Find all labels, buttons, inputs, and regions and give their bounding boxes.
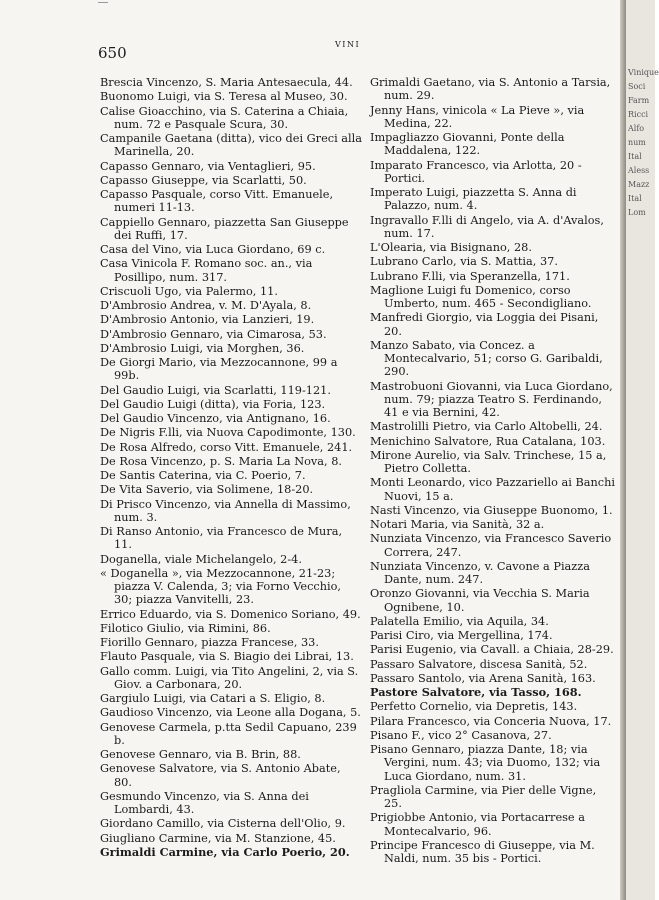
directory-entry: Grimaldi Gaetano, via S. Antonio a Tarsia, num. 29.: [370, 76, 611, 103]
directory-entry: Impagliazzo Giovanni, Ponte della Maddalena, 122.: [370, 131, 565, 158]
directory-entry: Menichino Salvatore, Rua Catalana, 103.: [370, 434, 606, 448]
directory-entry: Giugliano Carmine, via M. Stanzione, 45.: [100, 831, 336, 845]
directory-entry: « Doganella », via Mezzocannone, 21-23; piazza V. Calenda, 3; via Forno Vecchio, 30; piazza Vanvitelli, 23.: [100, 566, 342, 607]
fragment-text: Ital: [628, 194, 642, 203]
directory-entry: Buonomo Luigi, via S. Teresa al Museo, 30.: [100, 90, 348, 104]
directory-entry: Pisano Gennaro, piazza Dante, 18; via Vergini, num. 43; via Duomo, 132; via Luca Giordano, num. 31.: [370, 743, 601, 783]
directory-entry: D'Ambrosio Antonio, via Lanzieri, 19.: [100, 313, 315, 327]
directory-entry: Genovese Carmela, p.tta Sedil Capuano, 239 b.: [100, 720, 357, 747]
directory-entry: Monti Leonardo, vico Pazzariello ai Banchi Nuovi, 15 a.: [370, 476, 615, 503]
fragment-text: num: [628, 138, 646, 147]
directory-entry: Grimaldi Carmine, via Carlo Poerio, 20.: [100, 844, 350, 859]
directory-entry: Del Gaudio Luigi, via Scarlatti, 119-121.: [100, 383, 331, 397]
directory-entry: Criscuoli Ugo, via Palermo, 11.: [100, 284, 278, 298]
directory-entry: Lubrano F.lli, via Speranzella, 171.: [370, 269, 570, 283]
directory-entry: Giordano Camillo, via Cisterna dell'Olio, 9.: [100, 817, 346, 831]
directory-entry: De Rosa Alfredo, corso Vitt. Emanuele, 241.: [100, 440, 353, 454]
directory-entry: Oronzo Giovanni, via Vecchia S. Maria Ognibene, 10.: [370, 587, 590, 614]
directory-entry: Filotico Giulio, via Rimini, 86.: [100, 621, 271, 635]
directory-entry: Nunziata Vincenzo, v. Cavone a Piazza Dante, num. 247.: [370, 559, 590, 586]
directory-entry: Prigiobbe Antonio, via Portacarrese a Montecalvario, 96.: [370, 811, 585, 838]
fragment-text: Alfo: [628, 124, 645, 133]
directory-entry: Imparato Francesco, via Arlotta, 20 - Portici.: [370, 158, 582, 185]
directory-entry: Mastrolilli Pietro, via Carlo Altobelli, 24.: [370, 420, 603, 434]
directory-entry: Capasso Pasquale, corso Vitt. Emanuele, numeri 11-13.: [100, 188, 334, 215]
directory-entry: Fiorillo Gennaro, piazza Francese, 33.: [100, 636, 319, 649]
directory-entry: Manzo Sabato, via Concez. a Montecalvario, 51; corso G. Garibaldi, 290.: [370, 338, 603, 379]
directory-entry: Jenny Hans, vinicola « La Pieve », via Medina, 22.: [370, 103, 585, 130]
directory-entry: Mirone Aurelio, via Salv. Trinchese, 15 a, Pietro Colletta.: [370, 448, 607, 475]
directory-entry: De Nigris F.lli, via Nuova Capodimonte, 130.: [100, 426, 356, 440]
directory-entry: Flauto Pasquale, via S. Biagio dei Librai, 13.: [100, 650, 354, 664]
directory-entry: D'Ambrosio Gennaro, via Cimarosa, 53.: [100, 327, 327, 341]
fragment-text: Ital: [628, 152, 642, 161]
directory-entry: De Vita Saverio, via Solimene, 18-20.: [100, 483, 314, 497]
fragment-text: Lom: [628, 208, 646, 217]
directory-entry: Casa Vinicola F. Romano soc. an., via Posillipo, num. 317.: [100, 257, 313, 284]
directory-entry: Parisi Eugenio, via Cavall. a Chiaia, 28-29.: [370, 643, 614, 657]
directory-entry: Perfetto Cornelio, via Depretis, 143.: [370, 700, 578, 714]
directory-entry: Ingravallo F.lli di Angelo, via A. d'Avalos, num. 17.: [370, 213, 604, 240]
directory-entry: Pastore Salvatore, via Tasso, 168.: [370, 685, 582, 699]
directory-entry: Capasso Giuseppe, via Scarlatti, 50.: [100, 173, 307, 187]
directory-entry: Nasti Vincenzo, via Giuseppe Buonomo, 1.: [370, 503, 613, 517]
directory-entry: Del Gaudio Luigi (ditta), via Foria, 123.: [100, 397, 326, 411]
directory-entry: Del Gaudio Vincenzo, via Antignano, 16.: [100, 412, 331, 425]
directory-entry: Principe Francesco di Giuseppe, via M. Naldi, num. 35 bis - Portici.: [370, 838, 595, 865]
directory-entry: Parisi Ciro, via Mergellina, 174.: [370, 629, 553, 642]
page-corner-mark: [98, 2, 108, 13]
fragment-text: Ricci: [628, 110, 649, 119]
directory-entry: Gallo comm. Luigi, via Tito Angelini, 2, via S. Giov. a Carbonara, 20.: [100, 664, 359, 691]
directory-entry: Maglione Luigi fu Domenico, corso Umberto, num. 465 - Secondigliano.: [370, 283, 592, 310]
directory-entry: Genovese Salvatore, via S. Antonio Abate, 80.: [100, 762, 341, 789]
fragment-text: Aless: [628, 166, 650, 175]
running-header: VINI: [335, 40, 361, 49]
directory-entry: Notari Maria, via Sanità, 32 a.: [370, 518, 545, 531]
directory-entry: Passaro Salvatore, discesa Sanità, 52.: [370, 657, 588, 671]
fragment-text: Farm: [628, 96, 650, 105]
directory-entry: Nunziata Vincenzo, via Francesco Saverio Correra, 247.: [370, 532, 612, 559]
left-column: [100, 76, 362, 860]
right-column: [370, 76, 615, 866]
directory-entry: Errico Eduardo, via S. Domenico Soriano, 49.: [100, 607, 361, 621]
directory-entry: Cappiello Gennaro, piazzetta San Giuseppe dei Ruffi, 17.: [100, 215, 349, 242]
fragment-text: Soci: [628, 82, 646, 91]
adjacent-page-fragment: [626, 0, 659, 900]
directory-entry: De Giorgi Mario, via Mezzocannone, 99 a 99b.: [100, 356, 338, 383]
fragment-text: Vinique: [628, 68, 659, 77]
directory-entry: Mastrobuoni Giovanni, via Luca Giordano, num. 79; piazza Teatro S. Ferdinando, 41 e via Bernini, 42.: [370, 379, 613, 419]
directory-entry: Pilara Francesco, via Conceria Nuova, 17.: [370, 714, 612, 728]
directory-entry: Capasso Gennaro, via Ventaglieri, 95.: [100, 159, 316, 173]
directory-entry: Palatella Emilio, via Aquila, 34.: [370, 614, 549, 628]
directory-entry: Manfredi Giorgio, via Loggia dei Pisani, 20.: [370, 311, 599, 338]
directory-entry: Casa del Vino, via Luca Giordano, 69 c.: [100, 243, 326, 256]
directory-entry: Doganella, viale Michelangelo, 2-4.: [100, 552, 302, 566]
directory-entry: Pisano F., vico 2° Casanova, 27.: [370, 728, 552, 742]
directory-entry: Pragliola Carmine, via Pier delle Vigne, 25.: [370, 783, 597, 810]
directory-entry: Lubrano Carlo, via S. Mattia, 37.: [370, 255, 558, 269]
directory-entry: Calise Gioacchino, via S. Caterina a Chiaia, num. 72 e Pasquale Scura, 30.: [100, 104, 349, 131]
directory-entry: L'Olearia, via Bisignano, 28.: [370, 241, 532, 254]
directory-entry: Genovese Gennaro, via B. Brin, 88.: [100, 748, 301, 761]
directory-entry: Gaudioso Vincenzo, via Leone alla Dogana, 5.: [100, 706, 361, 720]
directory-entry: D'Ambrosio Luigi, via Morghen, 36.: [100, 341, 305, 355]
directory-entry: Di Ranso Antonio, via Francesco de Mura, 11.: [100, 525, 343, 552]
directory-entry: De Rosa Vincenzo, p. S. Maria La Nova, 8.: [100, 454, 343, 468]
directory-entry: Campanile Gaetana (ditta), vico dei Greci alla Marinella, 20.: [100, 132, 362, 159]
directory-entry: Brescia Vincenzo, S. Maria Antesaecula, 44.: [100, 76, 353, 89]
page-number: 650: [98, 44, 127, 62]
directory-entry: De Santis Caterina, via C. Poerio, 7.: [100, 469, 306, 482]
directory-entry: D'Ambrosio Andrea, v. M. D'Ayala, 8.: [100, 299, 312, 312]
directory-entry: Gesmundo Vincenzo, via S. Anna dei Lombardi, 43.: [100, 789, 309, 816]
directory-entry: Passaro Santolo, via Arena Sanità, 163.: [370, 671, 596, 685]
directory-entry: Di Prisco Vincenzo, via Annella di Massimo, num. 3.: [100, 497, 351, 524]
fragment-text: Mazz: [628, 180, 650, 189]
directory-entry: Gargiulo Luigi, via Catari a S. Eligio, 8.: [100, 692, 326, 705]
directory-entry: Imperato Luigi, piazzetta S. Anna di Palazzo, num. 4.: [370, 186, 577, 213]
